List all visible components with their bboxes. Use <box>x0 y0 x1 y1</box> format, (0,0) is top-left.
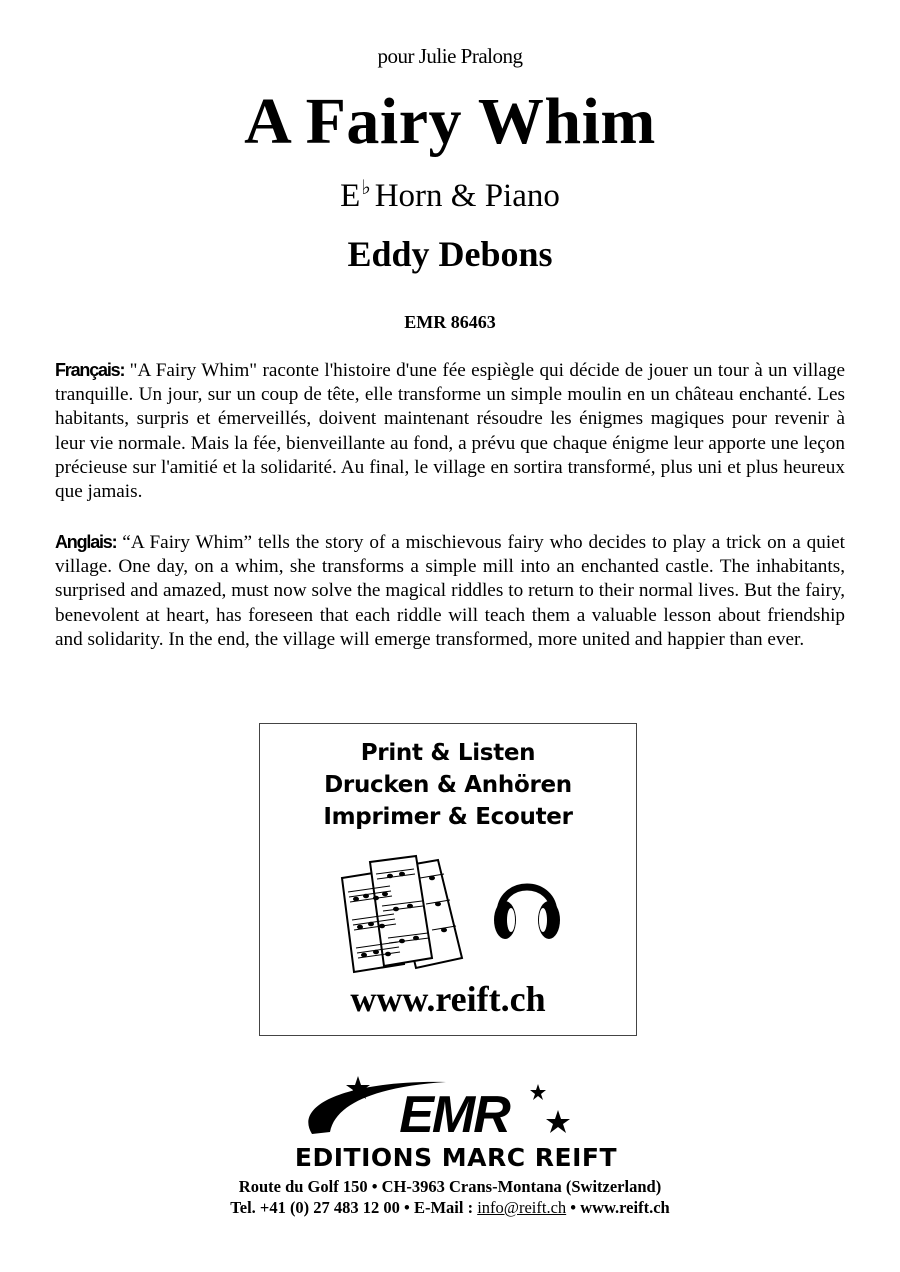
promo-line-imprimer-ecouter: Imprimer & Ecouter <box>323 804 573 830</box>
headphones-icon <box>492 864 562 944</box>
emr-logo-name: EDITIONS MARC REIFT <box>294 1143 618 1172</box>
catalog-number: EMR 86463 <box>404 312 496 332</box>
contact-website: • www.reift.ch <box>566 1198 670 1217</box>
sheet-music-icon <box>340 854 470 974</box>
emr-logo-mark: EMR <box>399 1086 509 1144</box>
instrument-key: E <box>340 178 361 214</box>
dedication: pour Julie Pralong <box>377 44 523 68</box>
english-text: “A Fairy Whim” tells the story of a mischievous fairy who decides to play a trick on a quiet village. One day, on a whim, she transforms a simple mill into an enchanted castle. The inhabitants, surprised and amazed, must now solve the magical riddles to return to their normal lives. But the fairy, benevolent at heart, has foreseen that each riddle will teach them a valuable lesson about friendship and solidarity. In the end, the village will emerge transformed, more united and happier than ever. <box>55 532 845 650</box>
promo-line-print-listen: Print & Listen <box>360 740 536 766</box>
promo-url: www.reift.ch <box>350 979 546 1019</box>
english-label: Anglais: <box>55 532 117 552</box>
page-title: A Fairy Whim <box>244 85 656 158</box>
description-english <box>55 530 845 652</box>
instrument-names: Horn & Piano <box>374 178 560 214</box>
promo-line-drucken-anhoeren: Drucken & Anhören <box>324 772 572 798</box>
emr-logo <box>236 1074 676 1174</box>
description-french <box>55 358 845 504</box>
promo-box <box>259 723 637 1036</box>
publisher-address: Route du Golf 150 • CH-3963 Crans-Montana (Switzerland) <box>238 1177 662 1196</box>
french-label: Français: <box>55 360 125 380</box>
composer-name: Eddy Debons <box>347 234 553 274</box>
contact-phone: Tel. +41 (0) 27 483 12 00 • E-Mail : <box>230 1198 478 1217</box>
flat-sign: ♭ <box>361 177 371 199</box>
email-link[interactable]: info@reift.ch <box>477 1198 567 1217</box>
publisher-contact <box>0 1198 900 1218</box>
instrumentation <box>0 175 900 215</box>
french-text: "A Fairy Whim" raconte l'histoire d'une fée espiègle qui décide de jouer un tour à un village tranquille. Un jour, sur un coup de tête, elle transforme un simple moulin en un château enchanté. Les habitants, surpris et émerveillés, doivent maintenant résoudre les énigmes magiques pour revenir à leur vie normale. Mais la fée, bienveillante au fond, a prévu que chaque énigme leur apporte une leçon précieuse sur l'amitié et la solidarité. Au final, le village en sortira transformé, plus uni et plus heureux que jamais. <box>55 360 845 503</box>
